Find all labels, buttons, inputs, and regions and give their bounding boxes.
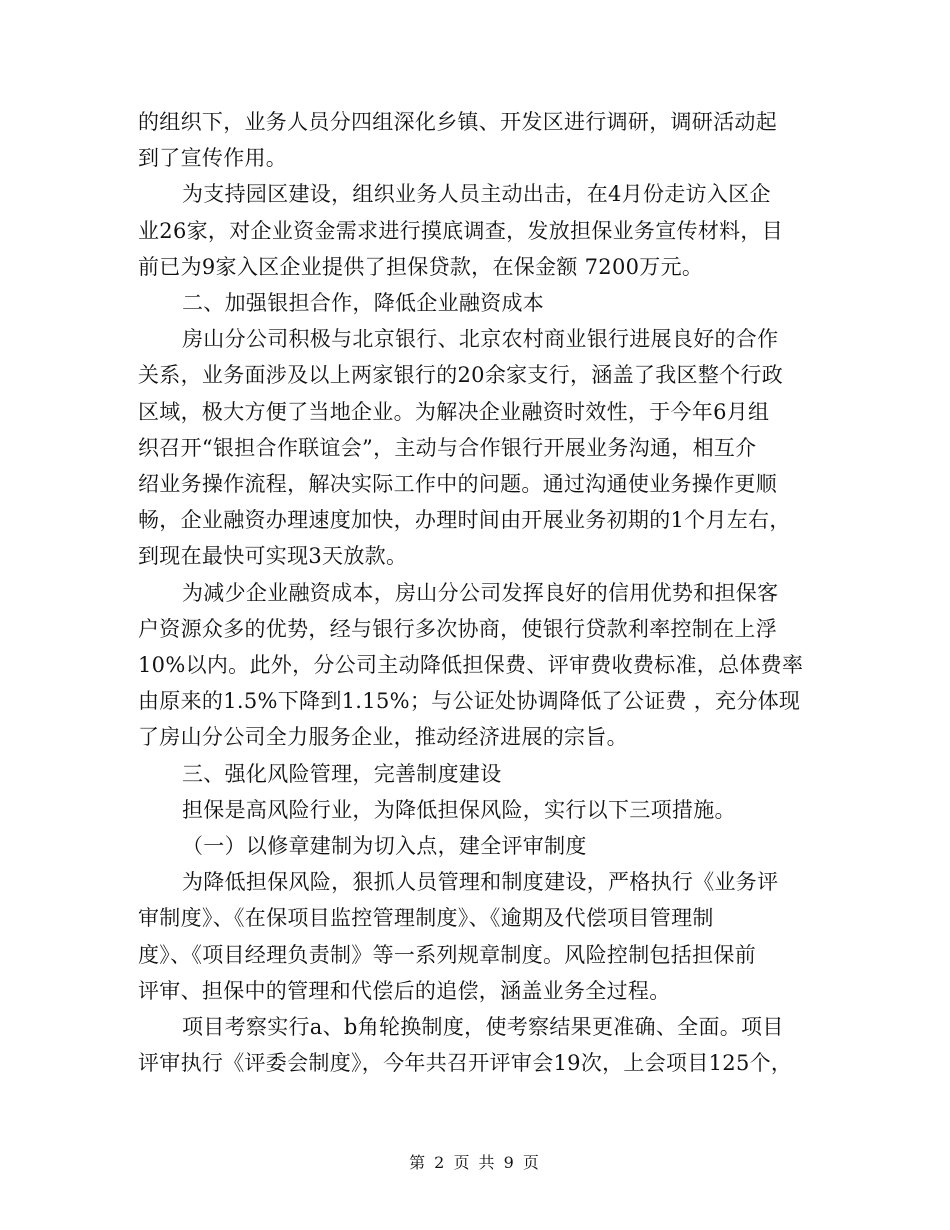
paragraph-line: 担保是高风险行业，为降低担保风险，实行以下三项措施。 bbox=[182, 797, 736, 822]
paragraph-line: 织召开“银担合作联谊会”，主动与合作银行开展业务沟通，相互介 bbox=[138, 435, 757, 460]
paragraph-line: 业26家，对企业资金需求进行摸底调查，发放担保业务宣传材料，目 bbox=[138, 218, 784, 243]
paragraph-line: 由原来的1.5%下降到1.15%；与公证处协调降低了公证费 ，充分体现 bbox=[138, 689, 801, 714]
paragraph-line: 评审、担保中的管理和代偿后的追偿，涵盖业务全过程。 bbox=[138, 978, 671, 1003]
paragraph-line: 到了宣传作用。 bbox=[138, 146, 288, 171]
paragraph-line: 10%以内。此外，分公司主动降低担保费、评审费收费标准，总体费率 bbox=[138, 653, 804, 678]
paragraph-line: 为减少企业融资成本，房山分公司发挥良好的信用优势和担保客 bbox=[182, 580, 779, 605]
paragraph-line: 户资源众多的优势，经与银行多次协商，使银行贷款利率控制在上浮 bbox=[138, 616, 777, 641]
paragraph-line: 度》、《项目经理负责制》等一系列规章制度。风险控制包括担保前 bbox=[138, 942, 756, 967]
section-heading-2: 二、加强银担合作，降低企业融资成本 bbox=[182, 291, 545, 316]
paragraph-line: 关系，业务面涉及以上两家银行的20余家支行，涵盖了我区整个行政 bbox=[138, 363, 784, 388]
page-number-label: 第 2 页 共 9 页 bbox=[409, 1153, 541, 1172]
paragraph-line: 的组织下，业务人员分四组深化乡镇、开发区进行调研，调研活动起 bbox=[138, 110, 777, 134]
paragraph-line: 到现在最快可实现3天放款。 bbox=[138, 544, 408, 569]
subsection-heading-1: （一）以修章建制为切入点，建全评审制度 bbox=[182, 834, 587, 859]
paragraph-line: 为降低担保风险，狠抓人员管理和制度建设，严格执行《业务评 bbox=[182, 870, 779, 895]
paragraph-line: 了房山分公司全力服务企业，推动经济进展的宗旨。 bbox=[138, 725, 628, 750]
paragraph-line: 畅，企业融资办理速度加快，办理时间由开展业务初期的1个月左右， bbox=[138, 508, 791, 533]
section-heading-3: 三、强化风险管理，完善制度建设 bbox=[182, 761, 502, 786]
page-footer bbox=[0, 1150, 950, 1173]
paragraph-line: 前已为9家入区企业提供了担保贷款，在保金额 7200万元。 bbox=[138, 254, 704, 279]
paragraph-line: 评审执行《评委会制度》，今年共召开评审会19次，上会项目125个， bbox=[138, 1051, 793, 1076]
paragraph-line: 绍业务操作流程，解决实际工作中的问题。通过沟通使业务操作更顺 bbox=[138, 472, 777, 497]
document-body bbox=[138, 104, 818, 1081]
paragraph-line: 项目考察实行a、b角轮换制度，使考察结果更准确、全面。项目 bbox=[182, 1015, 784, 1040]
paragraph-line: 为支持园区建设，组织业务人员主动出击，在4月份走访入区企 bbox=[182, 182, 771, 207]
paragraph-line: 房山分公司积极与北京银行、北京农村商业银行进展良好的合作 bbox=[182, 327, 779, 352]
paragraph-line: 审制度》、《在保项目监控管理制度》、《逾期及代偿项目管理制 bbox=[138, 906, 714, 931]
paragraph-line: 区域，极大方便了当地企业。为解决企业融资时效性，于今年6月组 bbox=[138, 399, 770, 424]
